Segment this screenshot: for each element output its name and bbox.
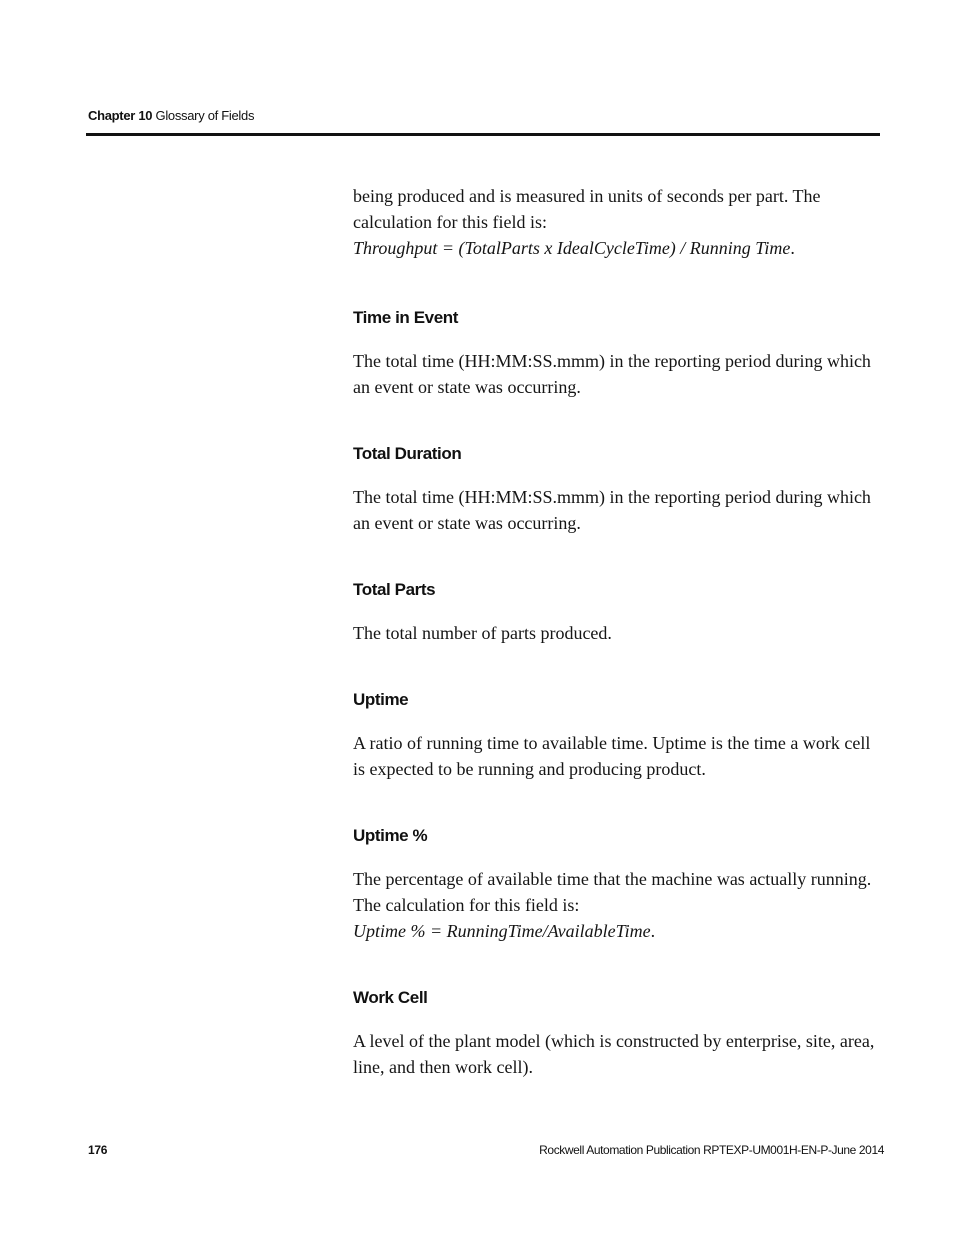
- chapter-title: Glossary of Fields: [155, 108, 255, 123]
- term-uptime: Uptime: [353, 690, 409, 709]
- definition-uptime: A ratio of running time to available time. Uptime is the time a work cell is expected to be running and producing product.: [353, 733, 871, 779]
- intro-paragraph: being produced and is measured in units of seconds per part. The calculation for this field is: Throughput = (TotalParts x IdealCycleTime) / Running Time.: [353, 186, 821, 258]
- header-rule: [86, 133, 880, 136]
- term-work-cell: Work Cell: [353, 988, 428, 1007]
- chapter-label: Chapter 10: [88, 108, 153, 123]
- definition-uptime-percent: The percentage of available time that the machine was actually running. The calculation for this field is: Uptime % = RunningTime/AvailableTime.: [353, 869, 872, 941]
- definition-time-in-event: The total time (HH:MM:SS.mmm) in the reporting period during which an event or state was occurring.: [353, 351, 871, 397]
- glossary-body: [353, 183, 878, 1080]
- throughput-formula: Throughput = (TotalParts x IdealCycleTime) / Running Time: [353, 238, 791, 258]
- definition-work-cell: A level of the plant model (which is constructed by enterprise, site, area, line, and then work cell).: [353, 1031, 875, 1077]
- intro-text: being produced and is measured in units of seconds per part. The calculation for this field is:: [353, 186, 821, 232]
- running-head: [88, 108, 254, 123]
- definition-total-parts: The total number of parts produced.: [353, 623, 612, 643]
- definition-total-duration: The total time (HH:MM:SS.mmm) in the reporting period during which an event or state was occurring.: [353, 487, 871, 533]
- term-total-duration: Total Duration: [353, 444, 462, 463]
- uptime-percent-text: The percentage of available time that the machine was actually running. The calculation for this field is:: [353, 869, 872, 915]
- publication-id: Rockwell Automation Publication RPTEXP-UM001H-EN-P-June 2014: [539, 1143, 884, 1157]
- term-total-parts: Total Parts: [353, 580, 436, 599]
- page-number: 176: [88, 1143, 108, 1157]
- term-uptime-percent: Uptime %: [353, 826, 428, 845]
- term-time-in-event: Time in Event: [353, 308, 459, 327]
- uptime-formula: Uptime % = RunningTime/AvailableTime: [353, 921, 651, 941]
